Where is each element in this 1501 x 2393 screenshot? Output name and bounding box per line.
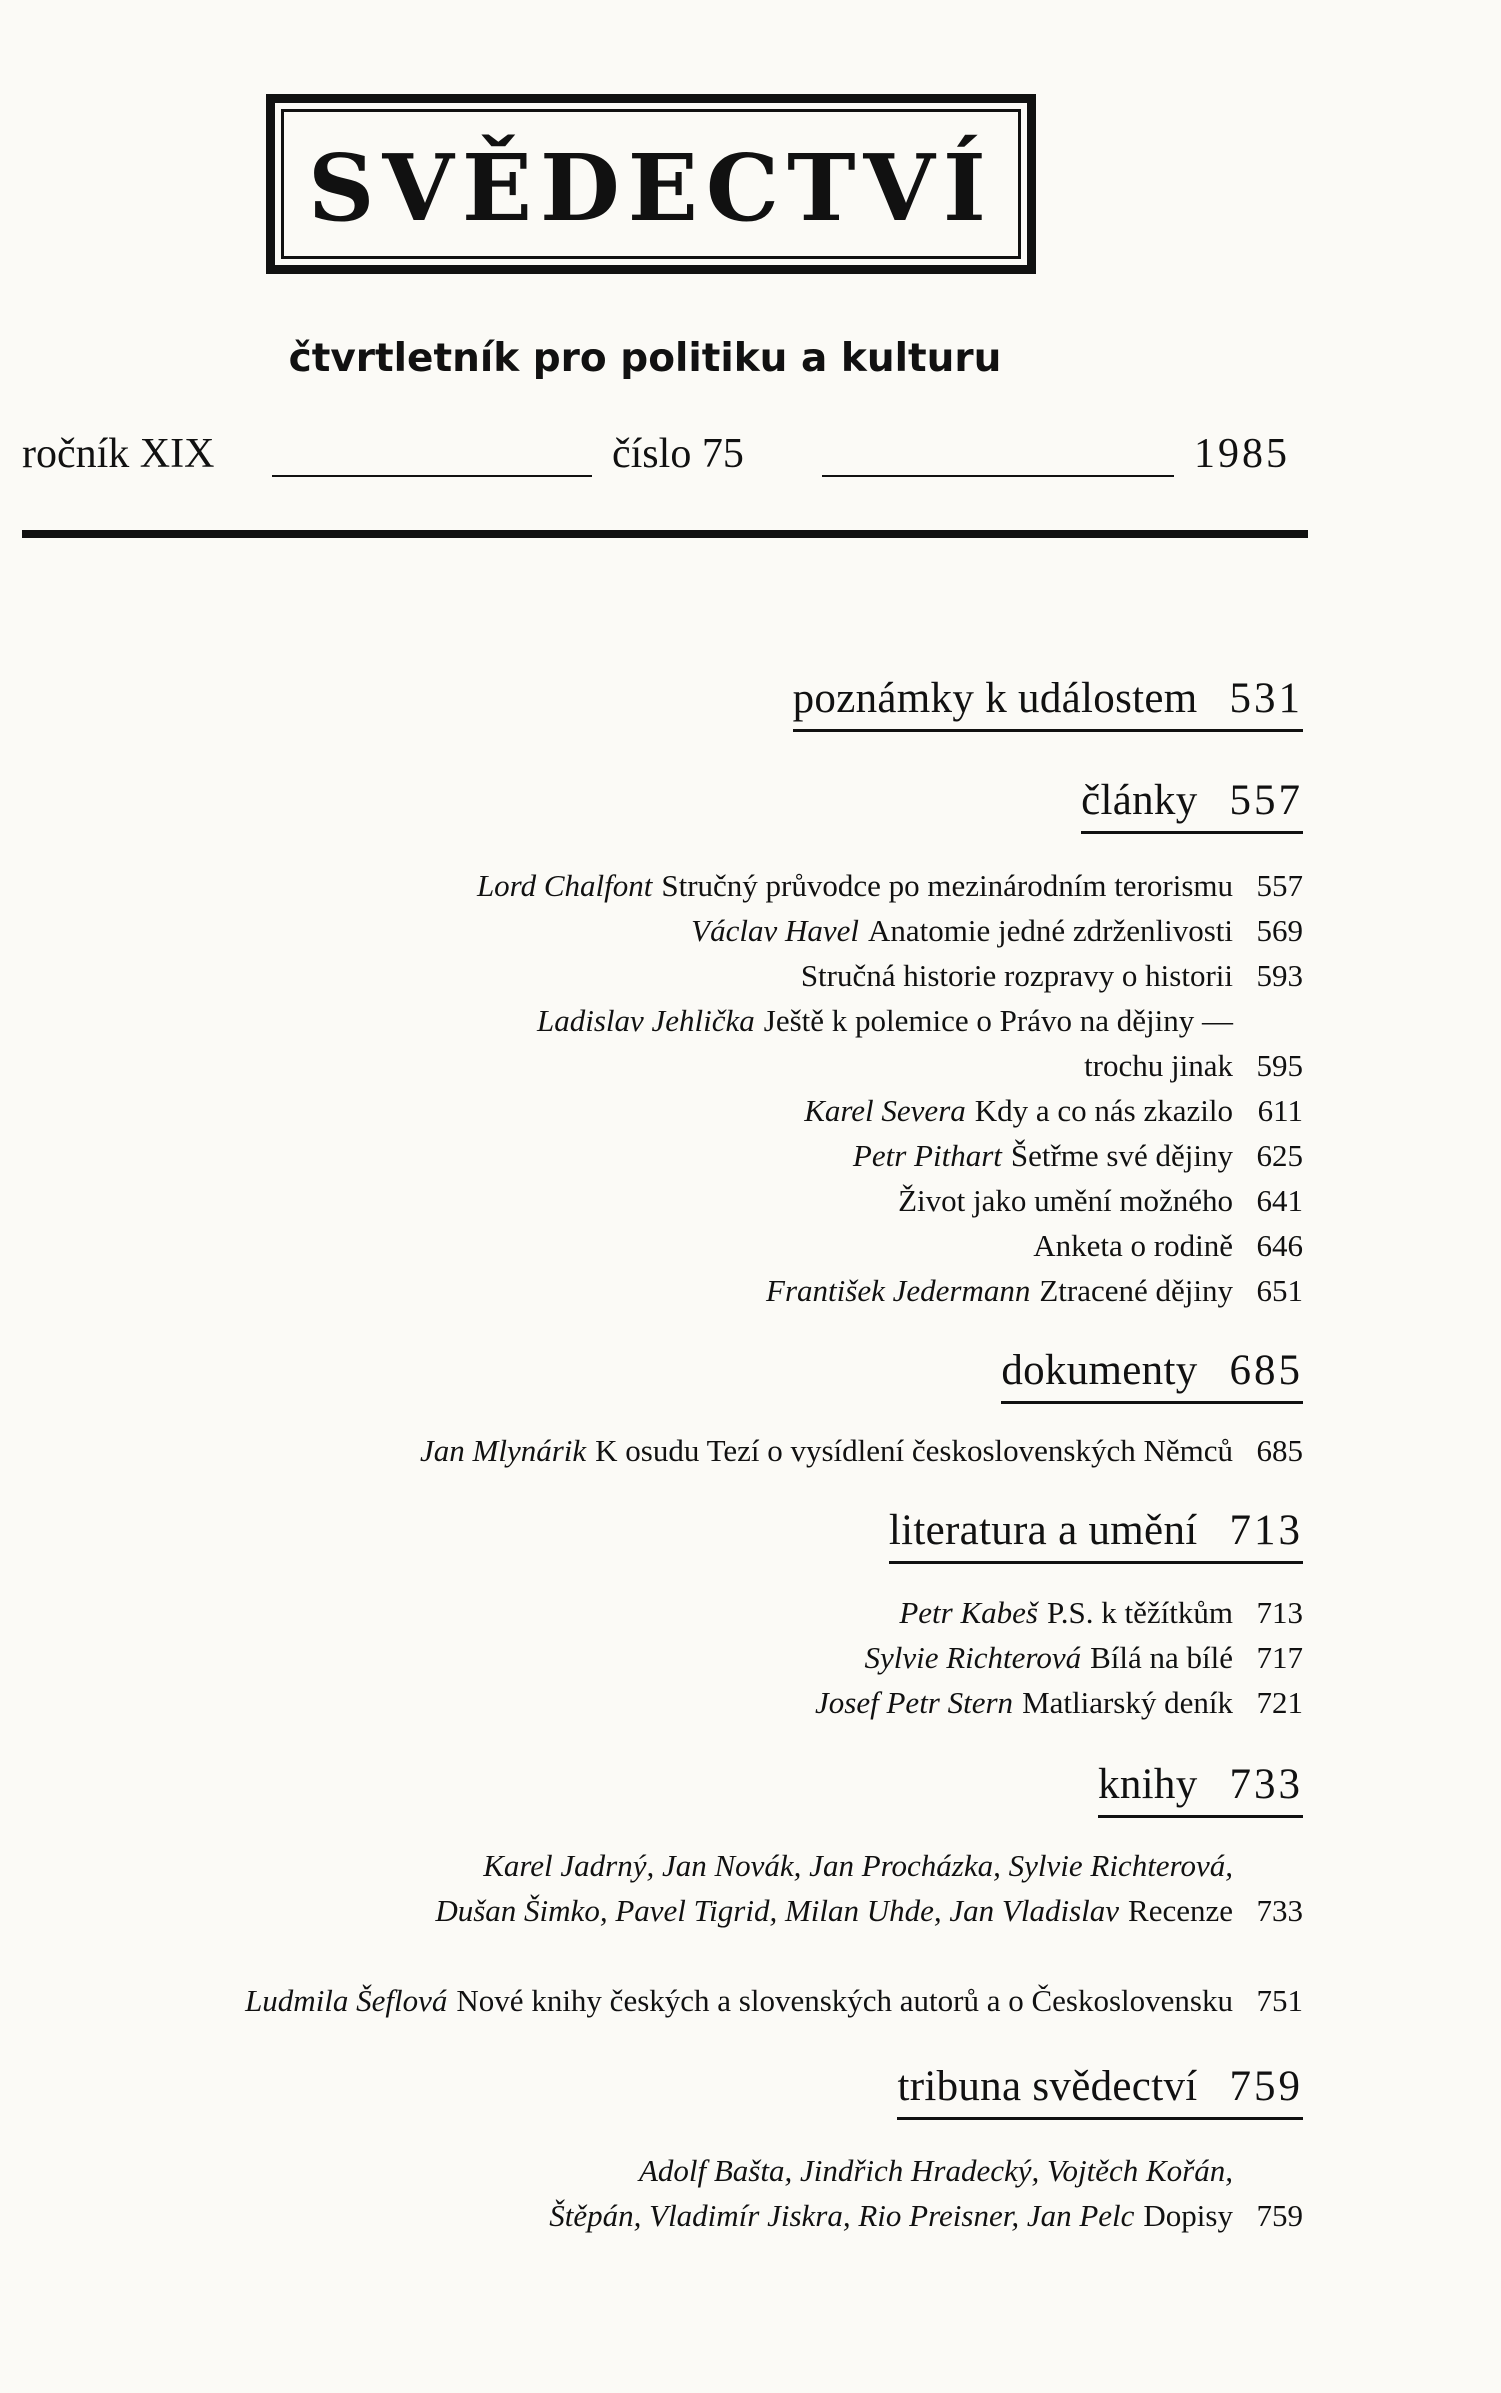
toc-entry xyxy=(766,1273,1303,1309)
entry-page: 646 xyxy=(1256,1228,1303,1263)
entry-page: 721 xyxy=(1256,1685,1303,1720)
section-page: 531 xyxy=(1229,675,1303,722)
toc-entry xyxy=(245,1983,1303,2019)
toc-entry xyxy=(420,1433,1303,1469)
entry-author: Dušan Šimko, Pavel Tigrid, Milan Uhde, Jan Vladislav xyxy=(435,1893,1120,1928)
entry-author: Ludmila Šeflová xyxy=(245,1983,448,2018)
section-page: 733 xyxy=(1229,1761,1303,1808)
entry-title: Anatomie jedné zdrženlivosti xyxy=(868,913,1233,948)
entry-page: 557 xyxy=(1256,868,1303,903)
header-divider xyxy=(22,530,1308,538)
toc-entry xyxy=(549,2198,1303,2234)
issue-rule-right xyxy=(822,475,1174,477)
toc-entry xyxy=(898,1183,1303,1219)
section-title: knihy xyxy=(1098,1761,1198,1808)
toc-entry xyxy=(853,1138,1303,1174)
masthead-frame xyxy=(266,94,1036,274)
section-title: dokumenty xyxy=(1001,1347,1198,1394)
toc-entry xyxy=(864,1640,1303,1676)
entry-author: František Jedermann xyxy=(766,1273,1031,1308)
entry-title: trochu jinak xyxy=(1084,1048,1233,1083)
entry-title: Kdy a co nás zkazilo xyxy=(974,1093,1233,1128)
entry-author: Štěpán, Vladimír Jiskra, Rio Preisner, Jan Pelc xyxy=(549,2198,1135,2233)
entry-title: Recenze xyxy=(1128,1893,1233,1928)
section-page: 759 xyxy=(1229,2063,1303,2110)
entry-title: Stručná historie rozpravy o historii xyxy=(800,958,1233,993)
section-page: 713 xyxy=(1229,1507,1303,1554)
section-heading-literatura xyxy=(889,1506,1303,1564)
masthead-title: SVĚDECTVÍ xyxy=(308,134,994,242)
toc-entry xyxy=(691,913,1303,949)
toc-entry xyxy=(537,1003,1303,1039)
section-page: 685 xyxy=(1229,1347,1303,1394)
masthead-inner-border xyxy=(281,109,1021,259)
entry-title: K osudu Tezí o vysídlení československých Němců xyxy=(595,1433,1233,1468)
toc-entry xyxy=(1084,1048,1303,1084)
toc-entry xyxy=(483,1848,1303,1884)
entry-author: Karel Severa xyxy=(804,1093,966,1128)
entry-page: 651 xyxy=(1256,1273,1303,1308)
entry-title: Dopisy xyxy=(1143,2198,1233,2233)
entry-title: Nové knihy českých a slovenských autorů a o Československu xyxy=(456,1983,1233,2018)
entry-title: Stručný průvodce po mezinárodním terorismu xyxy=(661,868,1233,903)
toc-entry xyxy=(804,1093,1303,1129)
entry-page: 569 xyxy=(1256,913,1303,948)
entry-title: Bílá na bílé xyxy=(1090,1640,1233,1675)
section-page: 557 xyxy=(1229,777,1303,824)
entry-author: Sylvie Richterová xyxy=(864,1640,1082,1675)
entry-title: Ještě k polemice o Právo na dějiny — xyxy=(763,1003,1233,1038)
entry-page: 641 xyxy=(1256,1183,1303,1218)
section-title: tribuna svědectví xyxy=(897,2063,1198,2110)
toc-entry xyxy=(477,868,1303,904)
entry-page: 625 xyxy=(1256,1138,1303,1173)
entry-author: Václav Havel xyxy=(691,913,859,948)
entry-title: Život jako umění možného xyxy=(898,1183,1233,1218)
entry-page: 593 xyxy=(1256,958,1303,993)
entry-author: Lord Chalfont xyxy=(476,868,653,903)
entry-title: Ztracené dějiny xyxy=(1039,1273,1233,1308)
entry-title: Šetřme své dějiny xyxy=(1010,1138,1233,1173)
entry-author: Ladislav Jehlička xyxy=(536,1003,755,1038)
issue-number: číslo 75 xyxy=(612,431,744,477)
issue-volume: ročník XIX xyxy=(22,431,215,477)
section-heading-clanky xyxy=(1081,776,1303,834)
entry-page: 759 xyxy=(1256,2198,1303,2233)
issue-year: 1985 xyxy=(1194,431,1290,477)
toc-entry xyxy=(815,1685,1303,1721)
toc-entry xyxy=(1033,1228,1303,1264)
entry-author: Petr Pithart xyxy=(852,1138,1002,1173)
entry-page: 685 xyxy=(1256,1433,1303,1468)
entry-page: 751 xyxy=(1256,1983,1303,2018)
entry-title: P.S. k těžítkům xyxy=(1046,1595,1233,1630)
section-title: literatura a umění xyxy=(888,1507,1198,1554)
section-title: poznámky k událostem xyxy=(792,675,1198,722)
issue-rule-left xyxy=(272,475,592,477)
entry-page: 717 xyxy=(1256,1640,1303,1675)
entry-author: Josef Petr Stern xyxy=(815,1685,1014,1720)
toc-entry xyxy=(801,958,1303,994)
toc-entry xyxy=(435,1893,1303,1929)
entry-title: Anketa o rodině xyxy=(1033,1228,1233,1263)
entry-author: Adolf Bašta, Jindřich Hradecký, Vojtěch Kořán, xyxy=(638,2153,1233,2188)
toc-entry xyxy=(639,2153,1303,2189)
entry-page: 595 xyxy=(1256,1048,1303,1083)
entry-author: Jan Mlynárik xyxy=(420,1433,587,1468)
entry-page: 733 xyxy=(1256,1893,1303,1928)
toc-entry xyxy=(899,1595,1303,1631)
entry-author: Karel Jadrný, Jan Novák, Jan Procházka, Sylvie Richterová, xyxy=(483,1848,1233,1883)
entry-title: Matliarský deník xyxy=(1022,1685,1233,1720)
masthead-subtitle: čtvrtletník pro politiku a kulturu xyxy=(288,336,1002,381)
entry-page: 611 xyxy=(1257,1093,1303,1128)
section-heading-tribuna xyxy=(897,2062,1303,2120)
section-title: články xyxy=(1081,777,1198,824)
entry-author: Petr Kabeš xyxy=(899,1595,1038,1630)
section-heading-poznamky xyxy=(793,674,1303,732)
section-heading-dokumenty xyxy=(1001,1346,1303,1404)
entry-page: 713 xyxy=(1256,1595,1303,1630)
section-heading-knihy xyxy=(1098,1760,1303,1818)
